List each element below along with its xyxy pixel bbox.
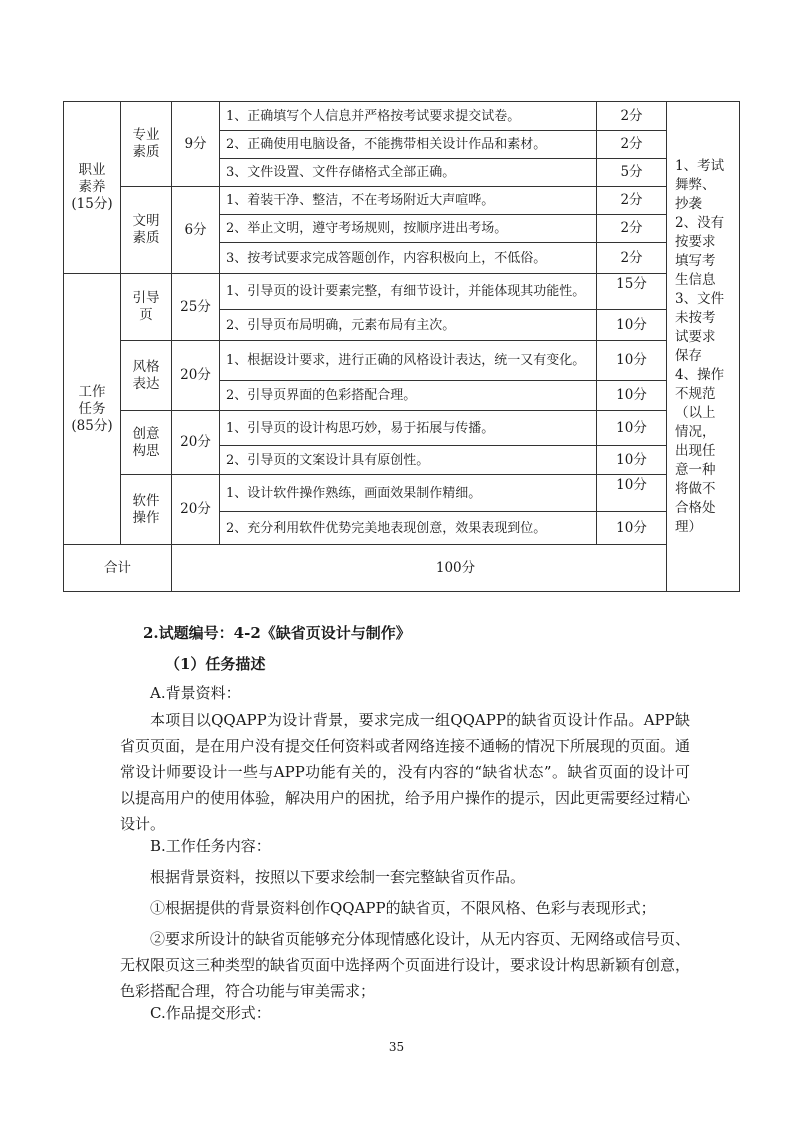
item-text: 3、按考试要求完成答题创作，内容积极向上，不低俗。 bbox=[220, 243, 597, 274]
category-line: 职业 bbox=[78, 162, 106, 178]
penalty-note-line: 情况， bbox=[675, 423, 716, 440]
penalty-note-line: 1、考试 bbox=[675, 157, 725, 174]
penalty-note-line: 4、操作 bbox=[675, 366, 725, 383]
penalty-note-line: 2、没有 bbox=[675, 214, 725, 231]
sub-name-line: 创意 bbox=[132, 425, 160, 442]
item-score: 2分 bbox=[597, 102, 667, 131]
sub-name-line: 素质 bbox=[132, 230, 160, 246]
item-text: 2、引导页布局明确，元素布局有主次。 bbox=[220, 310, 597, 341]
sub-points: 20分 bbox=[172, 341, 220, 411]
category-line: 任务 bbox=[78, 400, 106, 417]
item-score: 10分 bbox=[597, 512, 667, 545]
penalty-note-line: 出现任 bbox=[675, 442, 716, 459]
item-text: 2、引导页的文案设计具有原创性。 bbox=[220, 446, 597, 475]
sub-name-line: 表达 bbox=[132, 375, 160, 392]
category-work bbox=[64, 274, 121, 545]
item-text: 2、充分利用软件优势完美地表现创意，效果表现到位。 bbox=[220, 512, 597, 545]
section-heading: 2.试题编号：4-2《缺省页设计与制作》 bbox=[143, 624, 411, 642]
sub-name-line: 素质 bbox=[132, 144, 160, 160]
penalty-note-line: 保存 bbox=[675, 347, 702, 364]
category-line: (15分) bbox=[71, 196, 113, 212]
item-text: 1、设计软件操作熟练，画面效果制作精细。 bbox=[220, 475, 597, 512]
sub-name-line: 专业 bbox=[132, 127, 160, 143]
item-score: 10分 bbox=[597, 411, 667, 446]
total-value: 100分 bbox=[172, 545, 740, 592]
sub-name bbox=[121, 274, 172, 341]
item-score: 2分 bbox=[597, 131, 667, 159]
sub-points: 25分 bbox=[172, 274, 220, 341]
category-line: 工作 bbox=[78, 383, 106, 400]
item-text: 2、举止文明，遵守考场规则，按顺序进出考场。 bbox=[220, 215, 597, 243]
penalty-note-line: （以上 bbox=[675, 404, 716, 421]
item-text: 2、引导页界面的色彩搭配合理。 bbox=[220, 381, 597, 411]
item-score: 2分 bbox=[597, 215, 667, 243]
penalty-note-line: 生信息 bbox=[675, 271, 716, 288]
sub-name-line: 操作 bbox=[132, 509, 160, 526]
penalty-note-line: 未按考 bbox=[675, 309, 716, 326]
category-professional bbox=[64, 102, 121, 274]
penalty-note-line: 意一种 bbox=[675, 461, 716, 478]
penalty-note-line: 按要求 bbox=[675, 233, 716, 250]
sub-points: 20分 bbox=[172, 411, 220, 475]
item-score: 10分 bbox=[597, 475, 667, 512]
scoring-table bbox=[63, 101, 740, 592]
requirement-2: ②要求所设计的缺省页能够充分体现情感化设计，从无内容页、无网络或信号页、无权限页这三种类型的缺省页面中选择两个页面进行设计，要求设计构思新颖有创意，色彩搭配合理，符合功能与审美需求； bbox=[120, 930, 691, 1000]
penalty-note bbox=[667, 102, 740, 592]
penalty-note-line: 填写考 bbox=[675, 252, 716, 269]
label-c: C.作品提交形式： bbox=[150, 1004, 271, 1022]
item-score: 15分 bbox=[597, 274, 667, 310]
item-score: 2分 bbox=[597, 187, 667, 215]
sub-points: 9分 bbox=[172, 102, 220, 187]
paragraph-a-text: 本项目以QQAPP为设计背景，要求完成一组QQAPP的缺省页设计作品。APP缺省页页面，是在用户没有提交任何资料或者网络连接不通畅的情况下所展现的页面。通常设计师要设计一些与APP功能有关的，没有内容的“缺省状态”。缺省页面的设计可以提高用户的使用体验，解决用户的困扰，给予用户操作的提示，因此更需要经过精心设计。 bbox=[120, 711, 691, 833]
item-score: 10分 bbox=[597, 381, 667, 411]
item-text: 1、引导页的设计要素完整，有细节设计，并能体现其功能性。 bbox=[220, 274, 597, 310]
sub-name bbox=[121, 187, 172, 274]
item-score: 10分 bbox=[597, 310, 667, 341]
sub-name-line: 页 bbox=[139, 307, 153, 323]
item-score: 5分 bbox=[597, 159, 667, 187]
item-score: 10分 bbox=[597, 341, 667, 381]
sub-name-line: 文明 bbox=[132, 213, 160, 229]
penalty-note-line: 抄袭 bbox=[675, 195, 702, 212]
label-b: B.工作任务内容： bbox=[150, 837, 271, 855]
penalty-note-line: 舞弊、 bbox=[675, 176, 716, 193]
sub-name bbox=[121, 411, 172, 475]
total-label: 合计 bbox=[64, 545, 172, 592]
sub-name-line: 引导 bbox=[132, 290, 160, 306]
sub-name-line: 构思 bbox=[132, 442, 160, 459]
item-text: 1、引导页的设计构思巧妙，易于拓展与传播。 bbox=[220, 411, 597, 446]
penalty-note-line: 不规范 bbox=[675, 385, 716, 402]
penalty-note-line: 试要求 bbox=[675, 328, 716, 345]
category-line: 素养 bbox=[78, 179, 106, 195]
category-line: (85分) bbox=[71, 417, 113, 434]
page-number: 35 bbox=[388, 1040, 405, 1054]
sub-name bbox=[121, 475, 172, 545]
requirement-1: ①根据提供的背景资料创作QQAPP的缺省页，不限风格、色彩与表现形式； bbox=[150, 899, 656, 917]
item-text: 1、正确填写个人信息并严格按考试要求提交试卷。 bbox=[220, 102, 597, 131]
item-score: 10分 bbox=[597, 446, 667, 475]
penalty-note-line: 合格处 bbox=[675, 499, 716, 516]
item-text: 1、着装干净、整洁，不在考场附近大声喧哗。 bbox=[220, 187, 597, 215]
sub-points: 20分 bbox=[172, 475, 220, 545]
item-score: 2分 bbox=[597, 243, 667, 274]
penalty-note-line: 理） bbox=[675, 518, 702, 535]
item-text: 1、根据设计要求，进行正确的风格设计表达，统一又有变化。 bbox=[220, 341, 597, 381]
penalty-note-line: 将做不 bbox=[675, 480, 716, 497]
label-a: A.背景资料： bbox=[150, 684, 241, 702]
sub-name-line: 风格 bbox=[132, 358, 160, 375]
sub-name bbox=[121, 102, 172, 187]
penalty-note-line: 3、文件 bbox=[675, 290, 725, 307]
item-text: 2、正确使用电脑设备，不能携带相关设计作品和素材。 bbox=[220, 131, 597, 159]
paragraph-b: 根据背景资料，按照以下要求绘制一套完整缺省页作品。 bbox=[150, 868, 526, 886]
section-subheading: （1）任务描述 bbox=[165, 655, 266, 673]
sub-points: 6分 bbox=[172, 187, 220, 274]
item-text: 3、文件设置、文件存储格式全部正确。 bbox=[220, 159, 597, 187]
sub-name-line: 软件 bbox=[132, 492, 160, 509]
paragraph-a bbox=[120, 707, 690, 837]
sub-name bbox=[121, 341, 172, 411]
